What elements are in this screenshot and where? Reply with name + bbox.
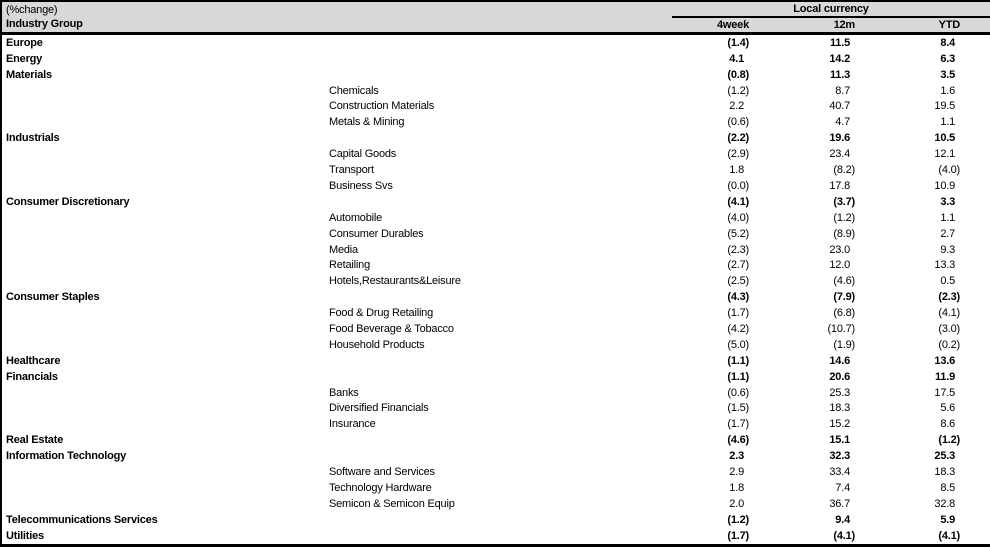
industry-group-label: Industrials (6, 132, 60, 145)
industry-subgroup-label (328, 289, 672, 305)
industry-subgroup-label: Semicon & Semicon Equip (329, 497, 455, 510)
value-4week: 1.8 (729, 481, 744, 494)
value-4week: (2.2) (727, 132, 749, 145)
value-12m: 17.8 (829, 179, 850, 192)
value-ytd: (2.3) (938, 291, 961, 304)
value-4week: (1.7) (727, 307, 749, 320)
table-row (1, 130, 990, 146)
industry-group-label (1, 162, 328, 178)
table-row (1, 194, 990, 210)
table-body (1, 33, 990, 546)
value-12m: 11.5 (829, 36, 850, 49)
value-ytd: 2.7 (940, 227, 956, 240)
value-ytd: 1.1 (940, 211, 956, 224)
value-12m: 14.2 (829, 52, 850, 65)
header-row-columns (1, 17, 990, 33)
industry-subgroup-label (328, 528, 672, 546)
industry-group-label: Energy (6, 52, 43, 65)
table-row (1, 353, 990, 369)
table-row (1, 289, 990, 305)
industry-subgroup-label: Transport (329, 164, 374, 177)
industry-group-label: Europe (6, 36, 43, 49)
value-ytd: 3.3 (940, 195, 956, 208)
value-4week: (4.0) (727, 211, 749, 224)
industry-group-label: Utilities (6, 529, 44, 542)
industry-subgroup-label: Business Svs (329, 179, 393, 192)
industry-subgroup-label: Consumer Durables (329, 227, 424, 240)
value-12m: 15.1 (829, 434, 850, 447)
value-ytd: 1.6 (940, 84, 956, 97)
industry-subgroup-label: Chemicals (329, 84, 379, 97)
industry-group-label (1, 305, 328, 321)
value-ytd: (4.0) (938, 164, 961, 177)
industry-group-label (1, 146, 328, 162)
value-ytd: 1.1 (940, 116, 956, 129)
value-4week: (5.2) (727, 227, 749, 240)
value-4week: (1.2) (727, 513, 749, 526)
industry-group-label: Real Estate (6, 434, 64, 447)
value-12m: 23.4 (829, 148, 850, 161)
table-row (1, 83, 990, 99)
value-12m: 19.6 (829, 132, 850, 145)
value-12m: 33.4 (829, 465, 850, 478)
value-4week: (2.9) (727, 148, 749, 161)
industry-group-label (1, 257, 328, 273)
industry-group-label (1, 114, 328, 130)
industry-group-label (1, 337, 328, 353)
value-4week: 4.1 (729, 52, 744, 65)
table-row (1, 146, 990, 162)
value-ytd: 8.6 (940, 418, 956, 431)
value-12m: 12.0 (829, 259, 850, 272)
value-12m: 8.7 (835, 84, 850, 97)
value-12m: 7.4 (835, 481, 850, 494)
value-ytd: 13.6 (934, 354, 956, 367)
value-12m: (4.1) (833, 529, 855, 542)
value-12m: 25.3 (829, 386, 850, 399)
table-row (1, 321, 990, 337)
value-4week: 1.8 (729, 164, 744, 177)
value-ytd: 0.5 (940, 275, 956, 288)
table-row (1, 528, 990, 546)
industry-group-label (1, 273, 328, 289)
industry-subgroup-label: Metals & Mining (329, 116, 405, 129)
value-12m: (1.2) (833, 211, 855, 224)
industry-subgroup-label: Food Beverage & Tobacco (329, 322, 454, 335)
industry-subgroup-label (328, 369, 672, 385)
table-row (1, 385, 990, 401)
header-row-currency-group (1, 1, 990, 17)
value-ytd: 11.9 (935, 370, 956, 383)
industry-group-label: Healthcare (6, 354, 61, 367)
table-row (1, 114, 990, 130)
industry-group-label: Materials (6, 68, 52, 81)
value-ytd: (3.0) (938, 322, 961, 335)
value-ytd: 10.9 (934, 179, 956, 192)
value-12m: 11.3 (829, 68, 850, 81)
table-row (1, 257, 990, 273)
industry-subgroup-label: Diversified Financials (329, 402, 429, 415)
industry-group-label (1, 210, 328, 226)
value-ytd: (1.2) (938, 434, 961, 447)
table-row (1, 496, 990, 512)
industry-subgroup-label: Household Products (329, 338, 425, 351)
value-4week: (0.0) (727, 179, 749, 192)
value-ytd: 13.3 (934, 259, 956, 272)
industry-subgroup-label: Food & Drug Retailing (329, 307, 434, 320)
value-ytd: 25.3 (934, 450, 956, 463)
industry-subgroup-label: Media (329, 243, 358, 256)
value-4week: 2.9 (729, 465, 744, 478)
value-4week: (1.5) (727, 402, 749, 415)
value-4week: 2.3 (729, 450, 744, 463)
value-ytd: 9.3 (940, 243, 956, 256)
value-ytd: (0.2) (938, 338, 961, 351)
industry-subgroup-label (328, 353, 672, 369)
value-12m: 9.4 (835, 513, 850, 526)
value-ytd: 5.9 (940, 513, 956, 526)
value-12m: 32.3 (829, 450, 850, 463)
value-12m: (4.6) (833, 275, 855, 288)
value-12m: (3.7) (833, 195, 855, 208)
industry-group-label: Financials (6, 370, 58, 383)
value-ytd: 8.5 (940, 481, 956, 494)
industry-subgroup-label: Banks (329, 386, 359, 399)
column-header-4week: 4week (672, 17, 779, 33)
industry-group-label: Information Technology (6, 450, 127, 463)
column-header-12m: 12m (779, 17, 885, 33)
value-ytd: 18.3 (934, 465, 956, 478)
value-ytd: 6.3 (940, 52, 956, 65)
value-12m: (6.8) (833, 307, 855, 320)
table-row (1, 512, 990, 528)
industry-group-label (1, 416, 328, 432)
industry-subgroup-label: Capital Goods (329, 148, 397, 161)
value-ytd: (4.1) (938, 307, 961, 320)
industry-subgroup-label: Hotels,Restaurants&Leisure (329, 275, 461, 288)
value-ytd: 3.5 (940, 68, 956, 81)
value-12m: 14.6 (829, 354, 850, 367)
value-12m: (8.2) (833, 164, 855, 177)
table-row (1, 432, 990, 448)
value-4week: (1.1) (727, 370, 749, 383)
percent-change-label: (%change) (1, 1, 328, 17)
value-4week: (4.6) (727, 434, 749, 447)
industry-subgroup-label: Retailing (329, 259, 371, 272)
industry-subgroup-label (328, 512, 672, 528)
value-4week: (1.2) (727, 84, 749, 97)
industry-group-label (1, 480, 328, 496)
industry-subgroup-label: Automobile (329, 211, 383, 224)
industry-subgroup-label (328, 67, 672, 83)
value-4week: (4.1) (727, 195, 749, 208)
header-spacer (328, 17, 672, 33)
table-row (1, 400, 990, 416)
table-header (1, 1, 990, 33)
value-12m: (8.9) (833, 227, 855, 240)
value-4week: (1.1) (727, 354, 749, 367)
industry-group-label: Telecommunications Services (6, 513, 158, 526)
table-row (1, 178, 990, 194)
value-ytd: (4.1) (938, 529, 961, 542)
table-row (1, 416, 990, 432)
industry-group-label: Consumer Discretionary (6, 195, 130, 208)
table-row (1, 99, 990, 115)
table-row (1, 480, 990, 496)
value-ytd: 19.5 (934, 100, 956, 113)
industry-group-label (1, 321, 328, 337)
value-12m: (1.9) (833, 338, 855, 351)
table-row (1, 226, 990, 242)
value-12m: (10.7) (827, 322, 855, 335)
table-row (1, 448, 990, 464)
value-4week: (1.7) (727, 418, 749, 431)
value-4week: 2.2 (729, 100, 744, 113)
value-ytd: 5.6 (940, 402, 956, 415)
table-row (1, 305, 990, 321)
value-ytd: 10.5 (934, 132, 956, 145)
local-currency-header: Local currency (672, 1, 990, 17)
table-row (1, 464, 990, 480)
table-row (1, 67, 990, 83)
value-ytd: 8.4 (940, 36, 956, 49)
value-12m: 4.7 (835, 116, 850, 129)
industry-subgroup-label: Insurance (329, 418, 376, 431)
value-ytd: 32.8 (934, 497, 956, 510)
value-4week: 2.0 (729, 497, 744, 510)
value-12m: 36.7 (829, 497, 850, 510)
value-4week: (0.6) (727, 116, 749, 129)
value-12m: 20.6 (829, 370, 850, 383)
value-4week: (2.5) (727, 275, 749, 288)
column-header-ytd: YTD (885, 17, 990, 33)
industry-group-label (1, 226, 328, 242)
table-row (1, 337, 990, 353)
industry-subgroup-label (328, 448, 672, 464)
table-row (1, 273, 990, 289)
table-row (1, 33, 990, 51)
industry-group-label (1, 496, 328, 512)
industry-group-label (1, 178, 328, 194)
table-row (1, 210, 990, 226)
industry-group-label (1, 99, 328, 115)
industry-group-label (1, 400, 328, 416)
industry-group-label (1, 385, 328, 401)
industry-group-label (1, 242, 328, 258)
value-4week: (5.0) (727, 338, 749, 351)
value-4week: (1.7) (727, 529, 749, 542)
industry-subgroup-label: Technology Hardware (329, 481, 432, 494)
industry-subgroup-label (328, 33, 672, 51)
industry-subgroup-label (328, 51, 672, 67)
value-12m: 15.2 (829, 418, 850, 431)
value-4week: (4.3) (727, 291, 749, 304)
table-row (1, 242, 990, 258)
industry-subgroup-label (328, 194, 672, 210)
table-row (1, 162, 990, 178)
industry-group-header: Industry Group (1, 17, 328, 33)
value-12m: 23.0 (829, 243, 850, 256)
value-ytd: 17.5 (934, 386, 956, 399)
industry-subgroup-label: Construction Materials (329, 100, 435, 113)
value-4week: (2.7) (727, 259, 749, 272)
value-4week: (2.3) (727, 243, 749, 256)
value-12m: 18.3 (829, 402, 850, 415)
value-4week: (0.6) (727, 386, 749, 399)
value-4week: (1.4) (727, 36, 749, 49)
industry-subgroup-label: Software and Services (329, 465, 435, 478)
value-4week: (4.2) (727, 322, 749, 335)
value-ytd: 12.1 (934, 148, 956, 161)
industry-group-label (1, 464, 328, 480)
value-12m: (7.9) (833, 291, 855, 304)
industry-group-label (1, 83, 328, 99)
industry-group-label: Consumer Staples (6, 291, 100, 304)
industry-subgroup-label (328, 432, 672, 448)
value-4week: (0.8) (727, 68, 749, 81)
industry-subgroup-label (328, 130, 672, 146)
table-row (1, 369, 990, 385)
table-row (1, 51, 990, 67)
header-spacer (328, 1, 672, 17)
value-12m: 40.7 (829, 100, 850, 113)
